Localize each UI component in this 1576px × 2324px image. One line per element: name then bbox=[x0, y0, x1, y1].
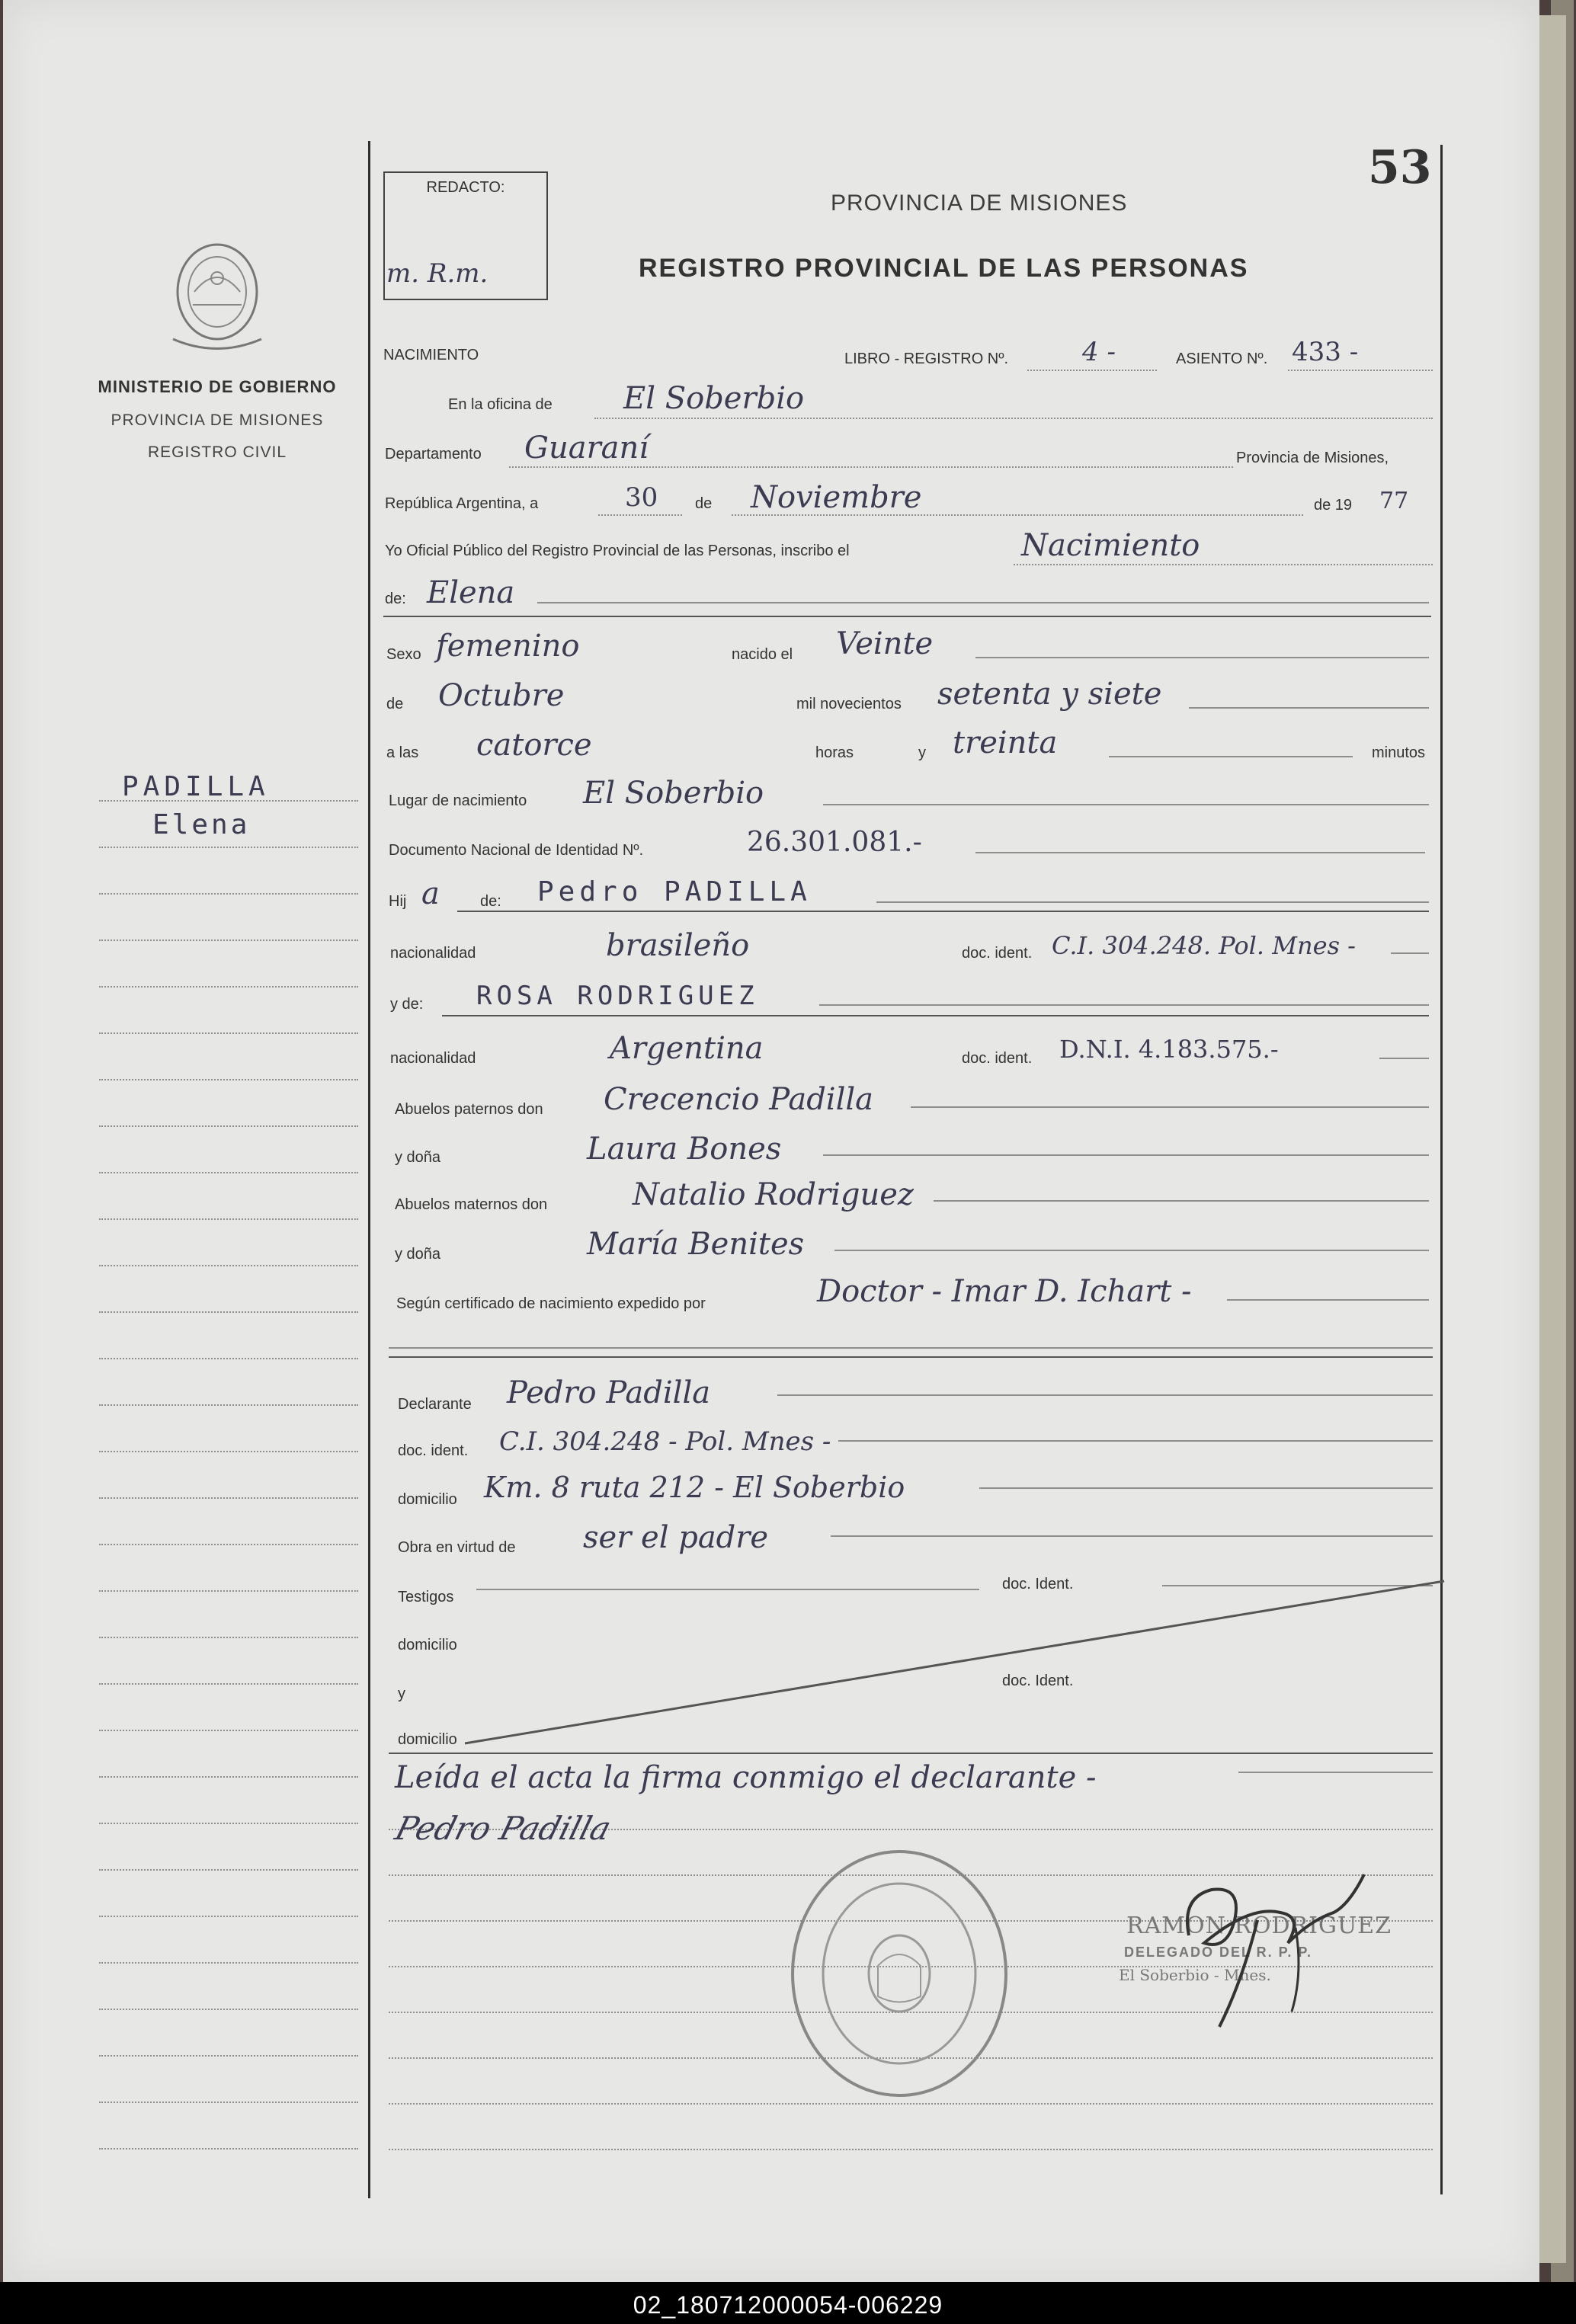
nombre-value: Elena bbox=[427, 575, 515, 610]
republica-label: República Argentina, a bbox=[385, 495, 539, 512]
declarant-signature: Pedro Padilla bbox=[391, 1810, 616, 1847]
dia-value: 30 bbox=[625, 482, 658, 513]
doc1-value: C.I. 304.248. Pol. Mnes - bbox=[1052, 931, 1356, 960]
redacto-initials: m. R.m. bbox=[386, 258, 488, 289]
provincia-label: Provincia de Misiones, bbox=[1236, 450, 1389, 466]
abm-label: Abuelos maternos don bbox=[395, 1196, 548, 1213]
oficina-label: En la oficina de bbox=[448, 396, 553, 413]
minutos-value: treinta bbox=[953, 725, 1058, 760]
doc2-value: D.N.I. 4.183.575.- bbox=[1059, 1035, 1279, 1064]
decl-doc-value: C.I. 304.248 - Pol. Mnes - bbox=[499, 1426, 831, 1457]
stamp-place: El Soberbio - Mnes. bbox=[1119, 1966, 1271, 1984]
nac2-value: Argentina bbox=[610, 1031, 764, 1066]
nacido-label: nacido el bbox=[732, 646, 793, 663]
dni-label: Documento Nacional de Identidad Nº. bbox=[389, 842, 644, 859]
cert-label: Según certificado de nacimiento expedido por bbox=[396, 1295, 706, 1312]
lugar-label: Lugar de nacimiento bbox=[389, 792, 527, 809]
testigos-label: Testigos bbox=[398, 1589, 454, 1605]
margin-surname: PADILLA bbox=[122, 771, 270, 802]
abp-value: Crecencio Padilla bbox=[604, 1082, 874, 1117]
abp-dona-value: Laura Bones bbox=[587, 1132, 782, 1167]
decl-domicilio-label: domicilio bbox=[398, 1491, 457, 1508]
form-ruled-line bbox=[389, 2149, 1433, 2150]
sexo-label: Sexo bbox=[386, 646, 421, 663]
header-title: REGISTRO PROVINCIAL DE LAS PERSONAS bbox=[639, 254, 1249, 283]
official-signature bbox=[1158, 1829, 1387, 2046]
header-province: PROVINCIA DE MISIONES bbox=[831, 190, 1128, 216]
de2-label: de: bbox=[385, 591, 406, 607]
ministry-caption: MINISTERIO DE GOBIERNO bbox=[98, 377, 337, 396]
de-label: de bbox=[695, 495, 713, 512]
redacto-label: REDACTO: bbox=[426, 179, 505, 196]
nac2-label: nacionalidad bbox=[390, 1050, 476, 1067]
anio-value: 77 bbox=[1379, 488, 1409, 514]
oficina-value: El Soberbio bbox=[623, 381, 805, 416]
abp-label: Abuelos paternos don bbox=[395, 1101, 543, 1118]
libro-value: 4 - bbox=[1082, 337, 1116, 367]
footer-id: 02_180712000054-006229 bbox=[633, 2291, 943, 2319]
sexo-value: femenino bbox=[436, 629, 580, 664]
nac1-value: brasileño bbox=[606, 928, 750, 963]
padre-value: Pedro PADILLA bbox=[537, 876, 812, 908]
minutos-label: minutos bbox=[1372, 744, 1426, 761]
doc-ident1-label: doc. Ident. bbox=[1002, 1576, 1074, 1593]
abm-dona-value: María Benites bbox=[587, 1227, 805, 1262]
closing-text: Leída el acta la firma conmigo el declarante - bbox=[395, 1760, 1097, 1795]
yde-label: y de: bbox=[390, 996, 424, 1013]
mil-label: mil novecientos bbox=[796, 696, 902, 712]
de3-label: de bbox=[386, 696, 404, 712]
obra-label: Obra en virtud de bbox=[398, 1539, 516, 1556]
declarante-value: Pedro Padilla bbox=[507, 1375, 711, 1410]
mil-value: setenta y siete bbox=[937, 677, 1162, 712]
horas-label: horas bbox=[815, 744, 854, 761]
decl-domicilio-value: Km. 8 ruta 212 - El Soberbio bbox=[484, 1471, 905, 1504]
lugar-value: El Soberbio bbox=[583, 776, 764, 811]
asiento-value: 433 - bbox=[1292, 337, 1359, 367]
cert-value: Doctor - Imar D. Ichart - bbox=[817, 1274, 1192, 1309]
abm-value: Natalio Rodriguez bbox=[633, 1177, 914, 1212]
doc-ident2-label: doc. Ident. bbox=[1002, 1673, 1074, 1689]
domicilio2-label: domicilio bbox=[398, 1637, 457, 1653]
hijo-label: Hij bbox=[389, 893, 407, 910]
closing-line bbox=[1238, 1772, 1433, 1773]
stamp-name: RAMON RODRIGUEZ bbox=[1126, 1913, 1392, 1939]
margin-name: Elena bbox=[152, 809, 251, 840]
page-number: 53 bbox=[1368, 141, 1432, 194]
declarante-label: Declarante bbox=[398, 1396, 472, 1413]
libro-label: LIBRO - REGISTRO Nº. bbox=[844, 351, 1009, 367]
stamp-title: DELEGADO DEL R. P. P. bbox=[1124, 1945, 1313, 1960]
madre-value: ROSA RODRIGUEZ bbox=[476, 981, 759, 1011]
registry-caption: REGISTRO CIVIL bbox=[147, 443, 287, 461]
anio-label: de 19 bbox=[1314, 497, 1353, 514]
obra-value: ser el padre bbox=[583, 1520, 769, 1555]
abm-dona-label: y doña bbox=[395, 1246, 441, 1263]
horas-value: catorce bbox=[476, 728, 592, 763]
departamento-label: Departamento bbox=[385, 446, 482, 463]
asiento-label: ASIENTO Nº. bbox=[1176, 351, 1268, 367]
alas-label: a las bbox=[386, 744, 419, 761]
nac1-label: nacionalidad bbox=[390, 945, 476, 962]
oficial-label: Yo Oficial Público del Registro Provincial de las Personas, inscribo el bbox=[385, 543, 850, 559]
mes2-value: Octubre bbox=[438, 678, 565, 713]
y-label: y bbox=[918, 744, 926, 761]
province-caption: PROVINCIA DE MISIONES bbox=[111, 411, 324, 429]
dni-value: 26.301.081.- bbox=[747, 827, 922, 858]
nacido-value: Veinte bbox=[836, 626, 934, 661]
mes-value: Noviembre bbox=[751, 480, 922, 515]
domicilio3-label: domicilio bbox=[398, 1731, 457, 1748]
abp-dona-label: y doña bbox=[395, 1149, 441, 1166]
departamento-value: Guaraní bbox=[524, 431, 649, 466]
testigo-y-label: y bbox=[398, 1685, 405, 1702]
oficial-value: Nacimiento bbox=[1021, 528, 1200, 563]
nacimiento-label: NACIMIENTO bbox=[383, 347, 479, 363]
official-round-seal bbox=[785, 1844, 1014, 2107]
hijo-de-label: de: bbox=[480, 893, 501, 910]
doc2-label: doc. ident. bbox=[962, 1050, 1033, 1067]
hijo-suffix: a bbox=[421, 876, 440, 911]
doc1-label: doc. ident. bbox=[962, 945, 1033, 962]
decl-doc-label: doc. ident. bbox=[398, 1442, 469, 1459]
